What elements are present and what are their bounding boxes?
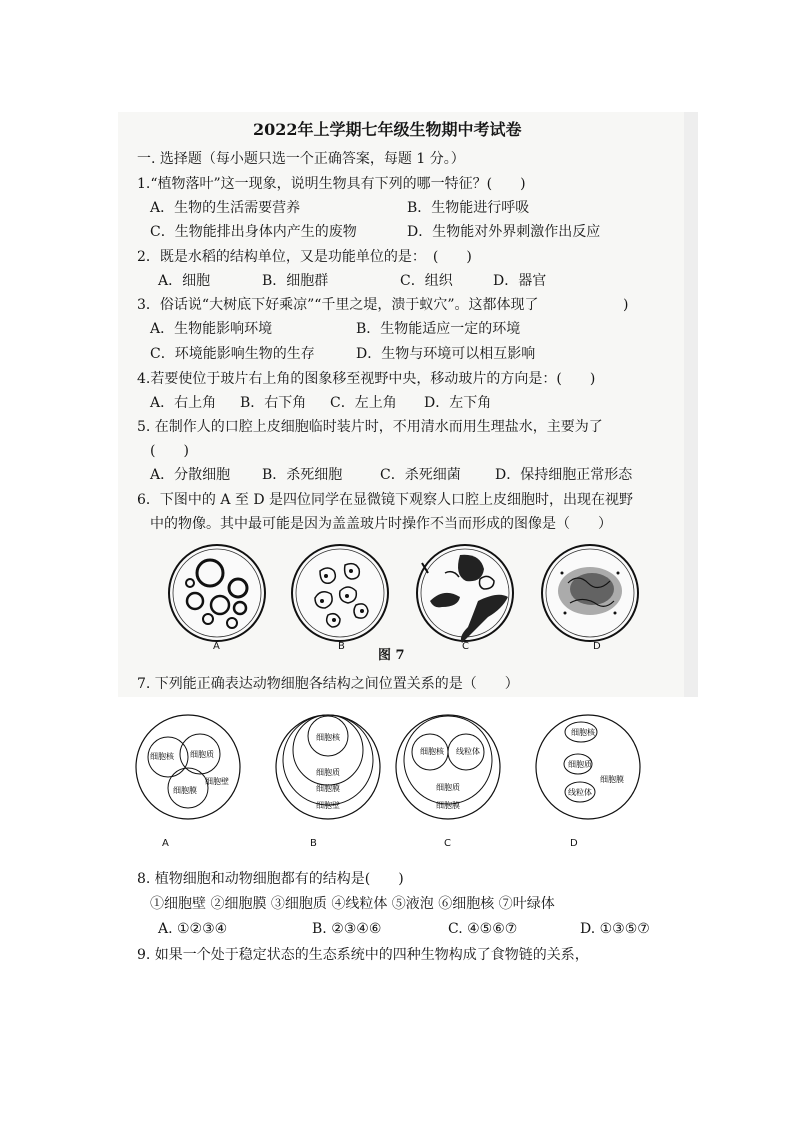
question-4-option-b: B．右下角	[240, 395, 307, 411]
question-9-stem: 9. 如果一个处于稳定状态的生态系统中的四种生物构成了食物链的关系，	[137, 947, 589, 963]
view-a	[169, 545, 265, 641]
diagram-d-membrane-label: 细胞膜	[600, 775, 624, 784]
question-4-option-c: C．左上角	[330, 395, 397, 411]
view-label-d: D	[593, 641, 601, 652]
question-1-option-d: D．生物能对外界刺激作出反应	[407, 224, 601, 240]
view-b	[292, 545, 388, 641]
question-1-option-c: C．生物能排出身体内产生的废物	[150, 224, 357, 240]
question-5-option-c: C．杀死细菌	[380, 467, 461, 483]
question-1-option-a: A．生物的生活需要营养	[150, 200, 301, 216]
question-8-option-c: C. ④⑤⑥⑦	[448, 921, 518, 937]
diagram-label-a: A	[162, 838, 169, 849]
question-3-option-a: A．生物能影响环境	[150, 321, 273, 337]
diagram-c-nucleus-label: 细胞核	[420, 747, 444, 756]
diagram-b	[276, 715, 380, 819]
scan-edge	[684, 112, 698, 697]
question-8-stem: 8. 植物细胞和动物细胞都有的结构是( )	[137, 871, 404, 887]
question-4-option-a: A．右上角	[150, 395, 217, 411]
question-4-option-d: D．左下角	[424, 395, 492, 411]
question-2-option-d: D．器官	[493, 273, 547, 289]
diagram-d-cytoplasm-label: 细胞质	[568, 760, 592, 769]
question-3-stem: 3．俗话说“大树底下好乘凉”“千里之堤，溃于蚁穴”。这都体现了	[137, 297, 539, 313]
diagram-a-nucleus-label: 细胞核	[150, 752, 174, 761]
question-3-option-b: B．生物能适应一定的环境	[356, 321, 521, 337]
diagram-a-cytoplasm-label: 细胞质	[190, 750, 214, 759]
question-2-option-b: B．细胞群	[262, 273, 329, 289]
question-6-stem-cont: 中的物像。其中最可能是因为盖盖玻片时操作不当而形成的图像是（ ）	[150, 516, 612, 532]
diagram-d	[536, 715, 640, 819]
diagram-b-cytoplasm-label: 细胞质	[316, 768, 340, 777]
question-3-option-c: C．环境能影响生物的生存	[150, 346, 315, 362]
question-8-items: ①细胞壁 ②细胞膜 ③细胞质 ④线粒体 ⑤液泡 ⑥细胞核 ⑦叶绿体	[150, 896, 555, 912]
question-8-option-d: D. ①③⑤⑦	[580, 921, 650, 937]
cell-structure-diagrams	[128, 712, 668, 827]
question-2-option-c: C．组织	[400, 273, 453, 289]
diagram-label-c: C	[444, 838, 451, 849]
view-label-c: C	[462, 641, 469, 652]
question-4-stem: 4.若要使位于玻片右上角的图象移至视野中央，移动玻片的方向是：( )	[137, 371, 596, 387]
diagram-c-mitochondria-label: 线粒体	[456, 747, 480, 756]
question-8-option-b: B. ②③④⑥	[312, 921, 382, 937]
question-5-stem: 5. 在制作人的口腔上皮细胞临时装片时，不用清水而用生理盐水，主要为了	[137, 419, 603, 435]
view-d	[542, 545, 638, 641]
diagram-label-b: B	[310, 838, 317, 849]
diagram-b-nucleus-label: 细胞核	[316, 733, 340, 742]
question-7-stem: 7. 下列能正确表达动物细胞各结构之间位置关系的是（ ）	[137, 676, 519, 692]
figure-caption: 图 7	[378, 648, 405, 663]
diagram-b-wall-label: 细胞壁	[316, 801, 340, 810]
view-c	[417, 545, 513, 643]
diagram-a-membrane-label: 细胞膜	[173, 786, 197, 795]
question-5-option-b: B．杀死细胞	[262, 467, 343, 483]
question-5-stem-cont: ( )	[150, 443, 189, 459]
diagram-a	[136, 715, 240, 819]
section-heading: 一. 选择题（每小题只选一个正确答案，每题 1 分。）	[137, 151, 465, 167]
exam-title: 2022年上学期七年级生物期中考试卷	[253, 120, 522, 139]
question-5-option-a: A．分散细胞	[150, 467, 231, 483]
diagram-a-wall-label: 细胞壁	[205, 777, 229, 786]
diagram-d-mitochondria-label: 线粒体	[568, 788, 592, 797]
question-2-option-a: A．细胞	[158, 273, 211, 289]
diagram-d-nucleus-label: 细胞核	[571, 728, 595, 737]
diagram-b-membrane-label: 细胞膜	[316, 784, 340, 793]
question-5-option-d: D．保持细胞正常形态	[495, 467, 633, 483]
question-2-stem: 2．既是水稻的结构单位，又是功能单位的是： ( )	[137, 249, 472, 265]
question-1-stem: 1.“植物落叶”这一现象，说明生物具有下列的哪一特征？( )	[137, 176, 526, 192]
diagram-c	[396, 715, 500, 819]
diagram-c-membrane-label: 细胞膜	[436, 801, 460, 810]
question-3-paren: )	[623, 297, 629, 313]
question-3-option-d: D．生物与环境可以相互影响	[356, 346, 536, 362]
question-8-option-a: A. ①②③④	[158, 921, 228, 937]
microscope-views-figure	[160, 543, 650, 663]
question-6-stem: 6．下图中的 A 至 D 是四位同学在显微镜下观察人口腔上皮细胞时，出现在视野	[137, 492, 634, 508]
question-1-option-b: B．生物能进行呼吸	[407, 200, 530, 216]
diagram-c-cytoplasm-label: 细胞质	[436, 783, 460, 792]
diagram-label-d: D	[570, 838, 578, 849]
view-label-a: A	[213, 641, 220, 652]
view-label-b: B	[338, 641, 345, 652]
